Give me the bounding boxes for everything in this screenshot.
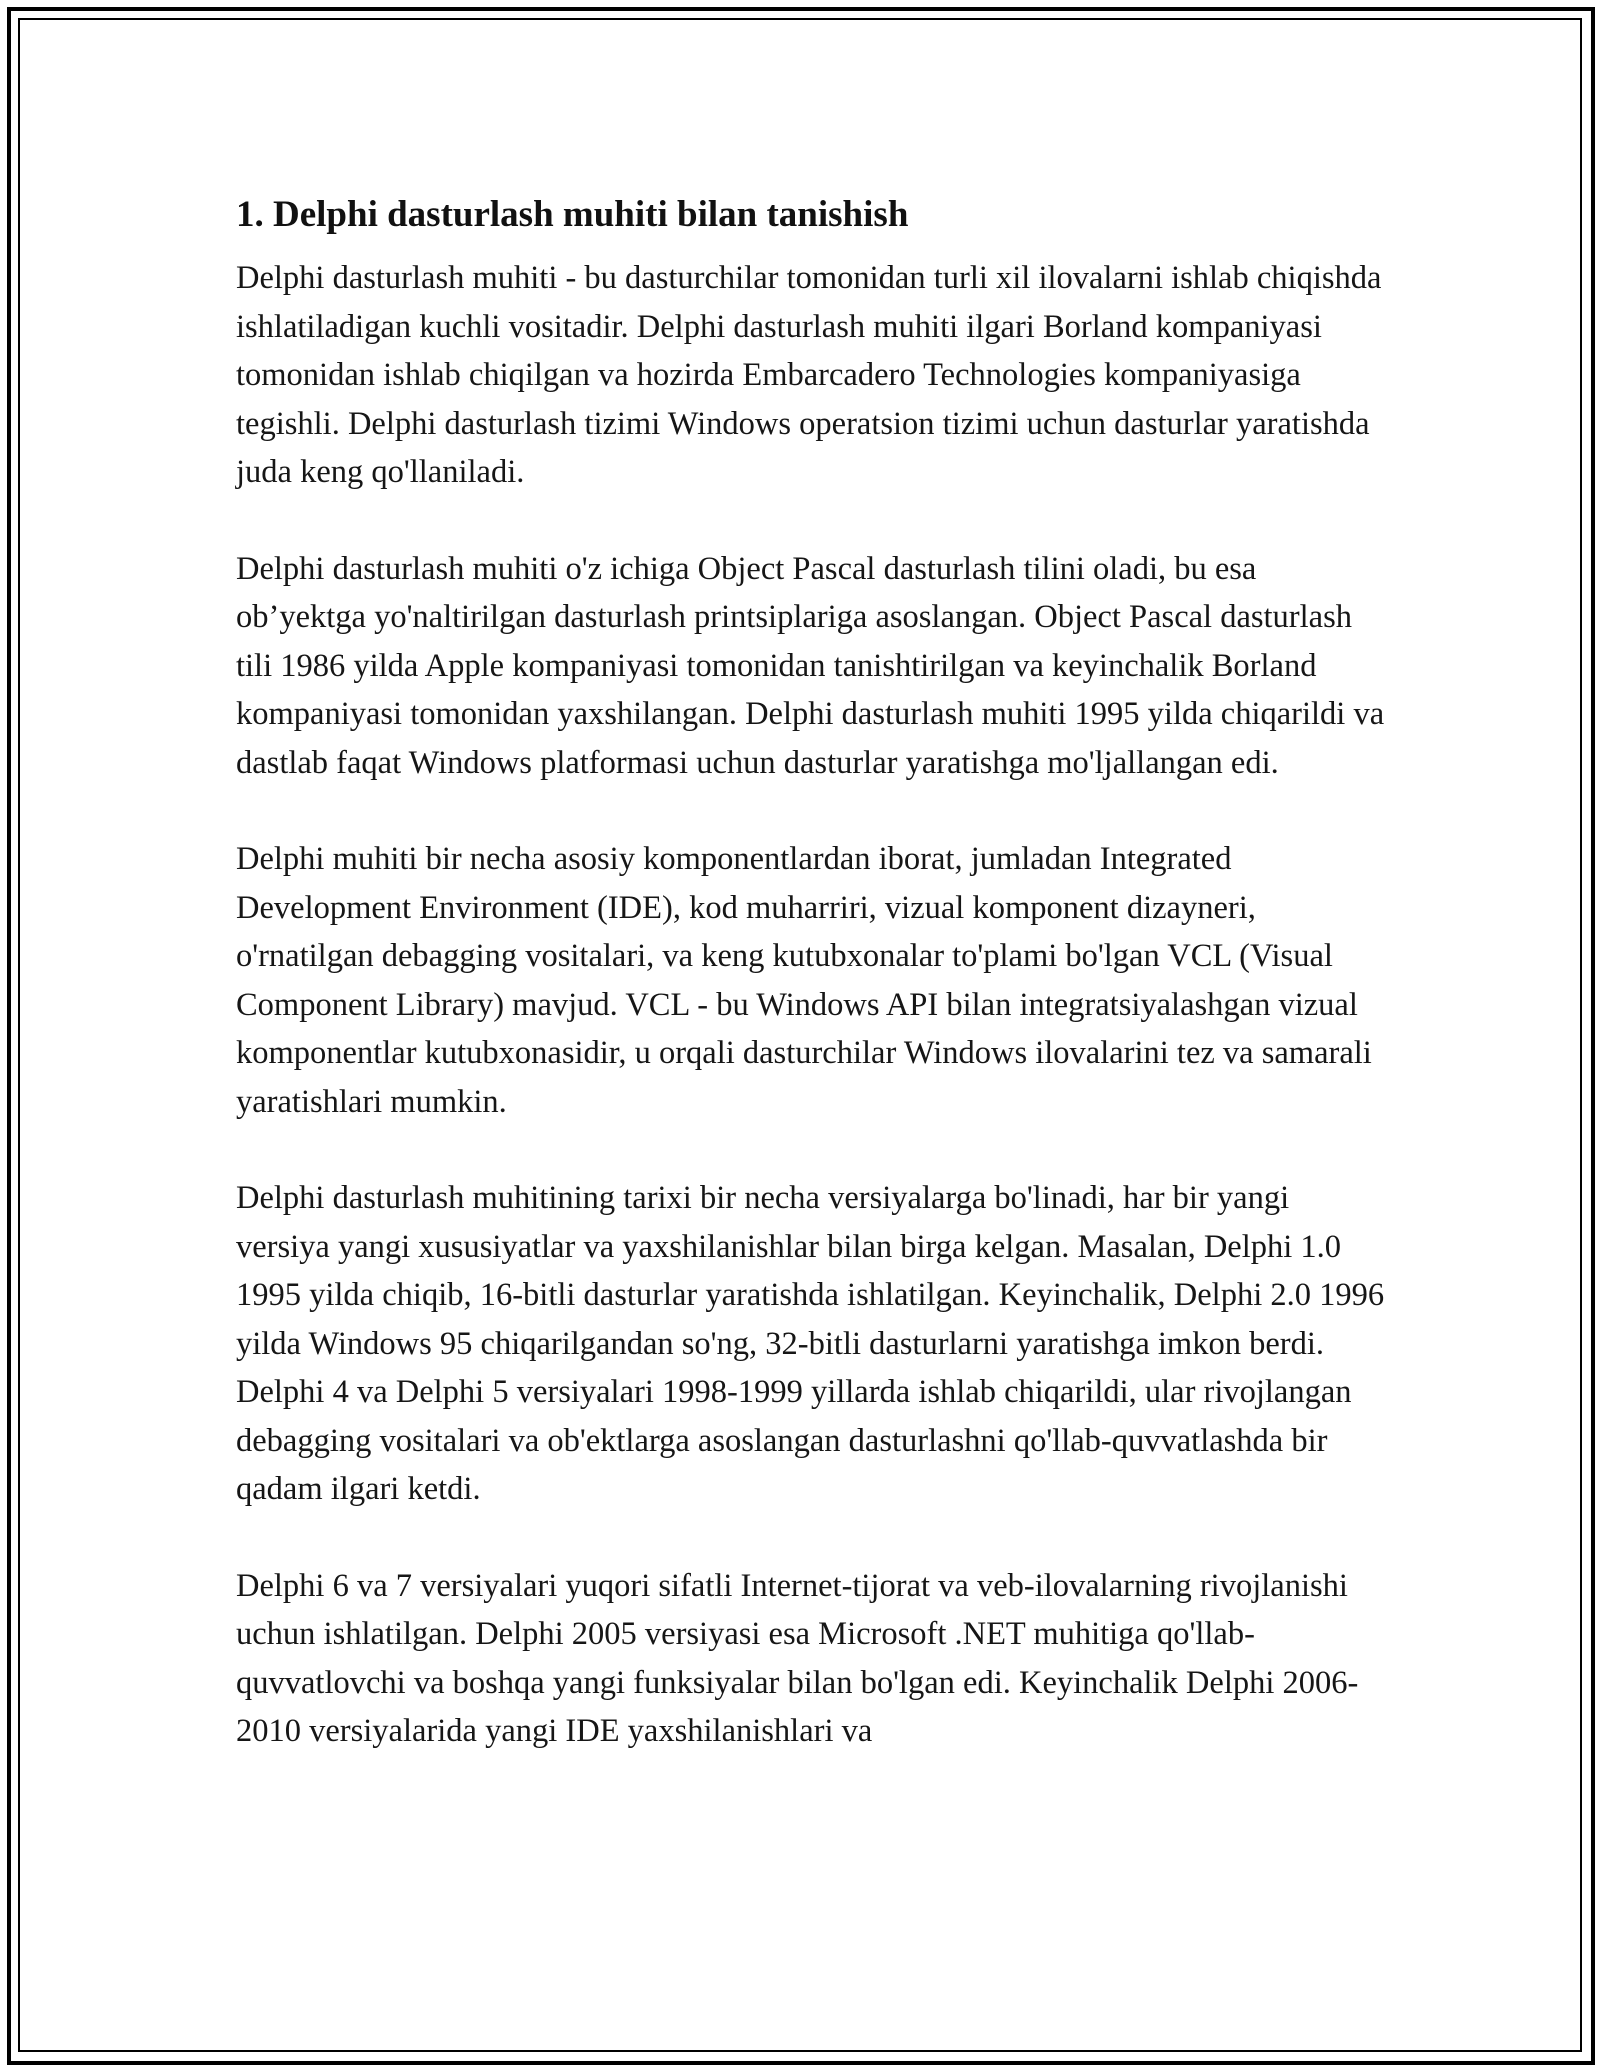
document-body [236,186,1386,1804]
paragraph-object-pascal: Delphi dasturlash muhiti o'z ichiga Object Pascal dasturlash tilini oladi, bu esa ob’yektga yo'naltirilgan dasturlash printsiplariga asoslangan. Object Pascal dasturlash tili 1986 yilda Apple kompaniyasi tomonidan tanishtirilgan va keyinchalik Borland kompaniyasi tomonidan yaxshilangan. Delphi dasturlash muhiti 1995 yilda chiqarildi va dastlab faqat Windows platformasi uchun dasturlar yaratishga mo'ljallangan edi. [236,550,1385,781]
paragraph-components: Delphi muhiti bir necha asosiy komponentlardan iborat, jumladan Integrated Development Environment (IDE), kod muharriri, vizual komponent dizayneri, o'rnatilgan debagging vositalari, va keng kutubxonalar to'plami bo'lgan VCL (Visual Component Library) mavjud. VCL - bu Windows API bilan integratsiyalashgan vizual komponentlar kutubxonasidir, u orqali dasturchilar Windows ilovalarini tez va samarali yaratishlari mumkin. [236,841,1372,1120]
paragraph-later-versions: Delphi 6 va 7 versiyalari yuqori sifatli Internet-tijorat va veb-ilovalarning rivojlanishi uchun ishlatilgan. Delphi 2005 versiyasi esa Microsoft .NET muhitiga qo'llab-quvvatlovchi va boshqa yangi funksiyalar bilan bo'lgan edi. Keyinchalik Delphi 2006-2010 versiyalarida yangi IDE yaxshilanishlari va [236,1567,1359,1749]
paragraph-history: Delphi dasturlash muhitining tarixi bir necha versiyalarga bo'linadi, har bir yangi versiya yangi xususiyatlar va yaxshilanishlar bilan birga kelgan. Masalan, Delphi 1.0 1995 yilda chiqib, 16-bitli dasturlar yaratishda ishlatilgan. Keyinchalik, Delphi 2.0 1996 yilda Windows 95 chiqarilgandan so'ng, 32-bitli dasturlarni yaratishga imkon berdi. Delphi 4 va Delphi 5 versiyalari 1998-1999 yillarda ishlab chiqarildi, ular rivojlangan debagging vositalari va ob'ektlarga asoslangan dasturlashni qo'llab-quvvatlashda bir qadam ilgari ketdi. [236,1180,1385,1507]
section-heading: 1. Delphi dasturlash muhiti bilan tanishish [236,194,909,235]
paragraph-intro: Delphi dasturlash muhiti - bu dasturchilar tomonidan turli xil ilovalarni ishlab chiqishda ishlatiladigan kuchli vositadir. Delphi dasturlash muhiti ilgari Borland kompaniyasi tomonidan ishlab chiqilgan va hozirda Embarcadero Technologies kompaniyasiga tegishli. Delphi dasturlash tizimi Windows operatsion tizimi uchun dasturlar yaratishda juda keng qo'llaniladi. [236,260,1382,490]
